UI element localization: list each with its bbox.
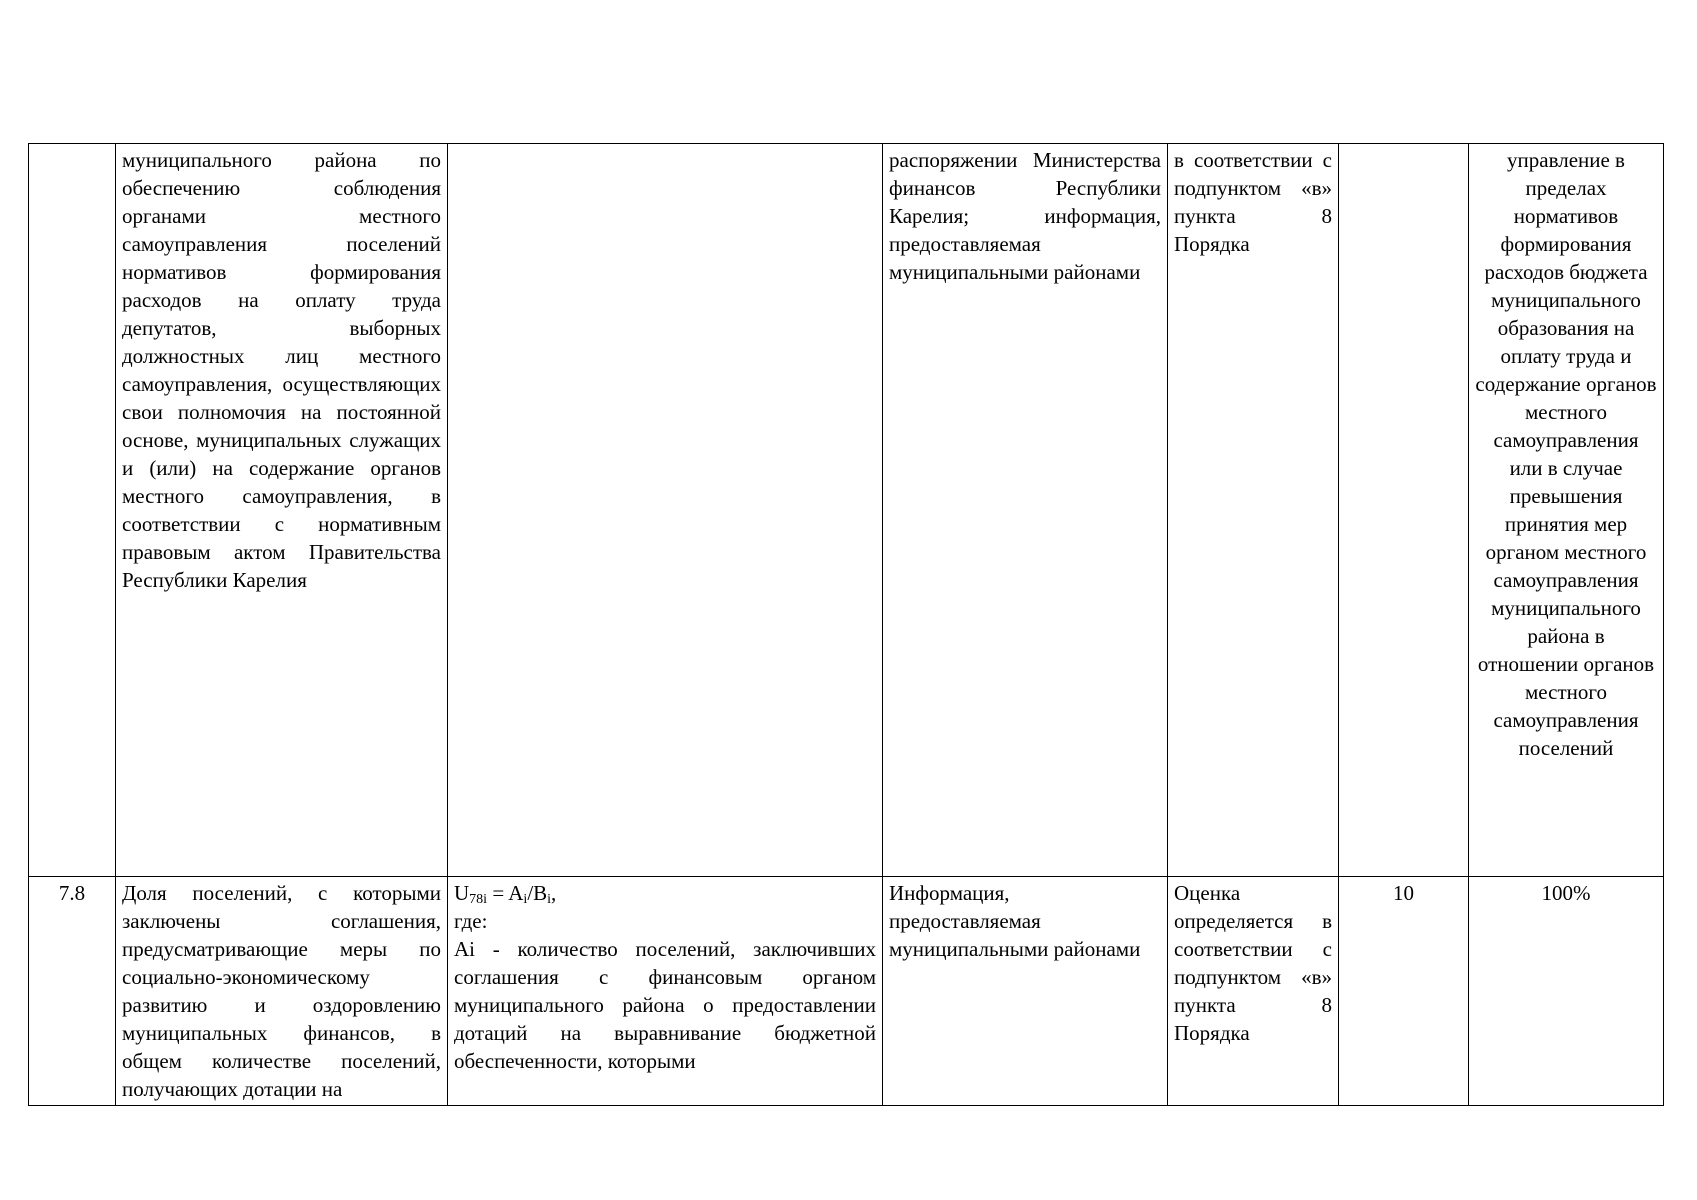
formula-a: = A (487, 881, 524, 905)
cell-weight: 10 (1339, 877, 1469, 1106)
cell-source: распоряжении Министерства финансов Республики Карелия; информация, предоставляемая муниципальными районами (883, 144, 1168, 877)
cell-target: 100% (1469, 877, 1664, 1106)
cell-indicator: Доля поселений, с которыми заключены соглашения, предусматривающие меры по социально-экономическому развитию и оздоровлению муниципальных финансов, в общем количестве поселений, получающих дотации на (116, 877, 448, 1106)
formula-lhs: U (454, 881, 470, 905)
formula-expression (454, 879, 876, 907)
cell-method: в соответствии с подпунктом «в» пункта 8 Порядка (1168, 144, 1339, 877)
table-row (29, 877, 1664, 1106)
formula-description: Ai - количество поселений, заключивших соглашения с финансовым органом муниципального района о предоставлении дотаций на выравнивание бюджетной обеспеченности, которыми (454, 937, 876, 1073)
cell-method: Оценка определяется в соответствии с подпунктом «в» пункта 8 Порядка (1168, 877, 1339, 1106)
cell-number (29, 144, 116, 877)
cell-weight (1339, 144, 1469, 877)
formula-b-sub: i (547, 892, 552, 907)
formula-where: где: (454, 909, 488, 933)
formula-lhs-sub: 78i (469, 892, 488, 907)
formula-a-sub: i (523, 892, 528, 907)
table-row (29, 144, 1664, 877)
formula-tail: , (551, 881, 557, 905)
formula-b: /B (527, 881, 548, 905)
cell-formula (448, 877, 883, 1106)
cell-target: управление в пределах нормативов формирования расходов бюджета муниципального образования на оплату труда и содержание органов местного самоуправления или в случае превышения принятия мер органом местного самоуправления муниципального района в отношении органов местного самоуправления поселений (1469, 144, 1664, 877)
cell-number: 7.8 (29, 877, 116, 1106)
criteria-table (28, 143, 1664, 1106)
cell-source: Информация, предоставляемая муниципальными районами (883, 877, 1168, 1106)
cell-indicator: муниципального района по обеспечению соблюдения органами местного самоуправления поселений нормативов формирования расходов на оплату труда депутатов, выборных должностных лиц местного самоуправления, осуществляющих свои полномочия на постоянной основе, муниципальных служащих и (или) на содержание органов местного самоуправления, в соответствии с нормативным правовым актом Правительства Республики Карелия (116, 144, 448, 877)
cell-formula (448, 144, 883, 877)
